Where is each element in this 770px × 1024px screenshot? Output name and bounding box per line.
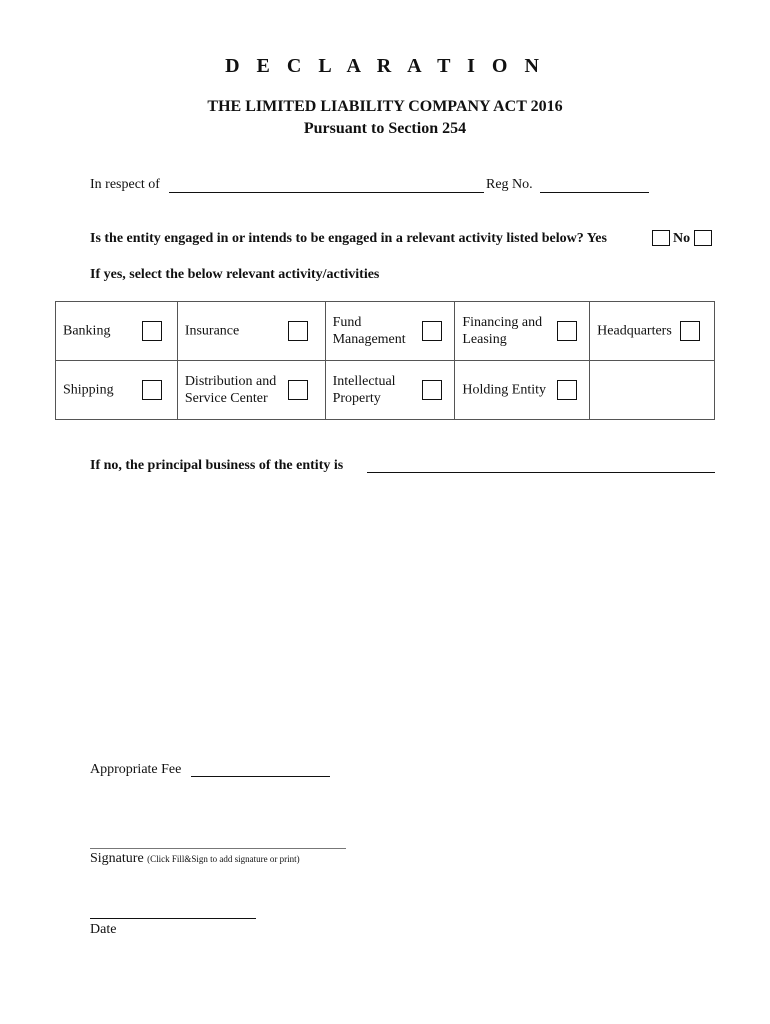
respect-field[interactable] <box>169 192 484 193</box>
act-title: THE LIMITED LIABILITY COMPANY ACT 2016 <box>207 98 563 115</box>
if-yes-instruction: If yes, select the below relevant activity/activities <box>90 267 380 282</box>
signature-label-row <box>90 851 300 867</box>
signature-line[interactable] <box>90 848 346 849</box>
principal-business-field[interactable] <box>367 472 715 473</box>
activity-label: Intellectual Property <box>332 374 396 406</box>
banking-checkbox[interactable] <box>142 321 162 341</box>
insurance-checkbox[interactable] <box>288 321 308 341</box>
activity-label: Shipping <box>63 382 114 398</box>
headquarters-checkbox[interactable] <box>680 321 700 341</box>
activity-cell-financing-leasing <box>455 302 590 361</box>
fund-management-checkbox[interactable] <box>422 321 442 341</box>
activity-cell-fund-management <box>325 302 455 361</box>
activity-cell-shipping <box>56 361 178 420</box>
relevant-activity-question: Is the entity engaged in or intends to be engaged in a relevant activity listed below? Yes <box>90 231 607 246</box>
distribution-checkbox[interactable] <box>288 380 308 400</box>
activity-cell-distribution <box>177 361 325 420</box>
activity-cell-intellectual-property <box>325 361 455 420</box>
activity-label: Banking <box>63 323 111 339</box>
activity-cell-holding-entity <box>455 361 590 420</box>
respect-label: In respect of <box>90 177 160 192</box>
activity-label: Holding Entity <box>462 382 546 398</box>
section-subtitle: Pursuant to Section 254 <box>303 120 467 137</box>
signature-hint: (Click Fill&Sign to add signature or print) <box>147 854 300 864</box>
no-checkbox[interactable] <box>694 230 712 246</box>
document-title: D E C L A R A T I O N <box>225 55 545 77</box>
activity-label: Insurance <box>184 323 240 339</box>
shipping-checkbox[interactable] <box>142 380 162 400</box>
activity-label: Headquarters <box>597 323 672 339</box>
table-row <box>56 302 715 361</box>
signature-label: Signature <box>90 851 144 866</box>
no-label: No <box>673 231 691 246</box>
if-no-label: If no, the principal business of the entity is <box>90 458 344 473</box>
activity-cell-empty <box>590 361 715 420</box>
activity-cell-insurance <box>177 302 325 361</box>
date-label: Date <box>90 922 117 937</box>
holding-entity-checkbox[interactable] <box>557 380 577 400</box>
activity-cell-headquarters <box>590 302 715 361</box>
table-row <box>56 361 715 420</box>
financing-leasing-checkbox[interactable] <box>557 321 577 341</box>
date-line[interactable] <box>90 918 256 919</box>
yes-checkbox[interactable] <box>652 230 670 246</box>
activity-table <box>55 301 715 420</box>
activity-label: Fund Management <box>332 315 406 347</box>
activity-label: Distribution and Service Center <box>184 374 277 406</box>
reg-no-label: Reg No. <box>486 177 533 192</box>
activity-label: Financing and Leasing <box>462 315 543 347</box>
activity-cell-banking <box>56 302 178 361</box>
fee-label: Appropriate Fee <box>90 762 182 777</box>
reg-no-field[interactable] <box>540 192 649 193</box>
fee-field[interactable] <box>191 776 330 777</box>
intellectual-property-checkbox[interactable] <box>422 380 442 400</box>
